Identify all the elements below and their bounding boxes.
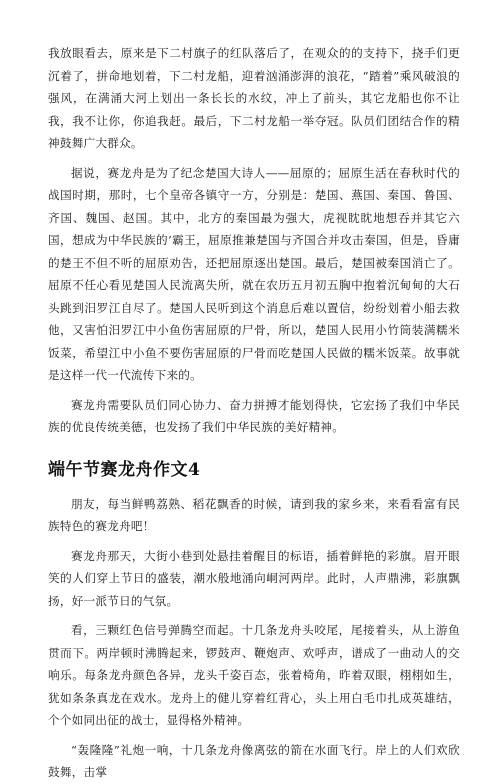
paragraph: 据说，赛龙舟是为了纪念楚国大诗人——屈原的；屈原生活在春秋时代的战国时期，那时，七个皇帝各镇守一方，分别是：楚国、燕国、秦国、鲁国、齐国、魏国、赵国。其中，北方的秦国最为强大，虎视眈眈地想吞并其它六国，想成为中华民族的’霸王，屈原推兼楚国与齐国合并攻击秦国，但是，昏庸的楚王不但不听的屈原劝告，还把屈原逐出楚国。最后，楚国被秦国消亡了。屈原不任心看见楚国人民流离失所，就在农历五月初五胸中抱着沉甸甸的大石头跳到汨罗江自尽了。楚国人民听到这个消息后难以置信，纷纷划着小船去救他，又害怕汨罗江中小鱼伤害屈原的尸骨，所以，楚国人民用小竹筒装满糯米饭菜，希望江中小鱼不要伤害屈原的尸骨而吃楚国人民做的糯米饭菜。故事就是这样一代一代流传下来的。 [48,165,460,382]
article-body [48,42,460,784]
paragraph: 朋友，每当鲜鸭荔熟、稻花飘香的时候，请到我的家乡来，来看看富有民族特色的赛龙舟吧！ [48,496,460,533]
section-title: 端午节赛龙舟作文4 [48,459,201,480]
paragraph: “轰隆隆”礼炮一响，十几条龙舟像离弦的箭在水面飞行。岸上的人们欢欣鼓舞，击掌 [48,742,460,779]
paragraph: 赛龙舟需要队员们同心协力、奋力拼搏才能划得快，它宏扬了我们中华民族的优良传统美德，也发扬了我们中华民族的美好精神。 [48,397,460,434]
paragraph: 我放眼看去，原来是下二村旗子的红队落后了，在观众的的支持下，挠手们更沉着了，拼命地划着，下二村龙船，迎着汹涌澎湃的浪花，“踏着”乘风破浪的强风，在满涌大河上划出一条长长的水纹，冲上了前头，其它龙船也你不让我，我不让你，你追我赶。最后，下二村龙船一举夺冠。队员们团结合作的精神鼓舞广大群众。 [48,46,460,150]
paragraph: 赛龙舟那天，大街小巷到处悬挂着醒目的标语，插着鲜艳的彩旗。眉开眼笑的人们穿上节日的盛装，潮水般地涌向峒河两岸。此时，人声鼎沸，彩旗飘扬，好一派节日的气氛。 [48,548,460,608]
paragraph: 看，三颗红色信号弹腾空而起。十几条龙舟头咬尾，尾接着头，从上游鱼贯而下。两岸顿时沸腾起来，锣鼓声、鞭炮声、欢呼声，谱成了一曲动人的交响乐。每条龙舟颜色各异，龙头千姿百态，张着椅角，昨着双眼，栩栩如生，犹如条条真龙在戏水。龙舟上的健儿穿着红背心，头上用白毛巾扎成英雄结，个个如同出征的战士，显得格外精神。 [48,623,460,727]
